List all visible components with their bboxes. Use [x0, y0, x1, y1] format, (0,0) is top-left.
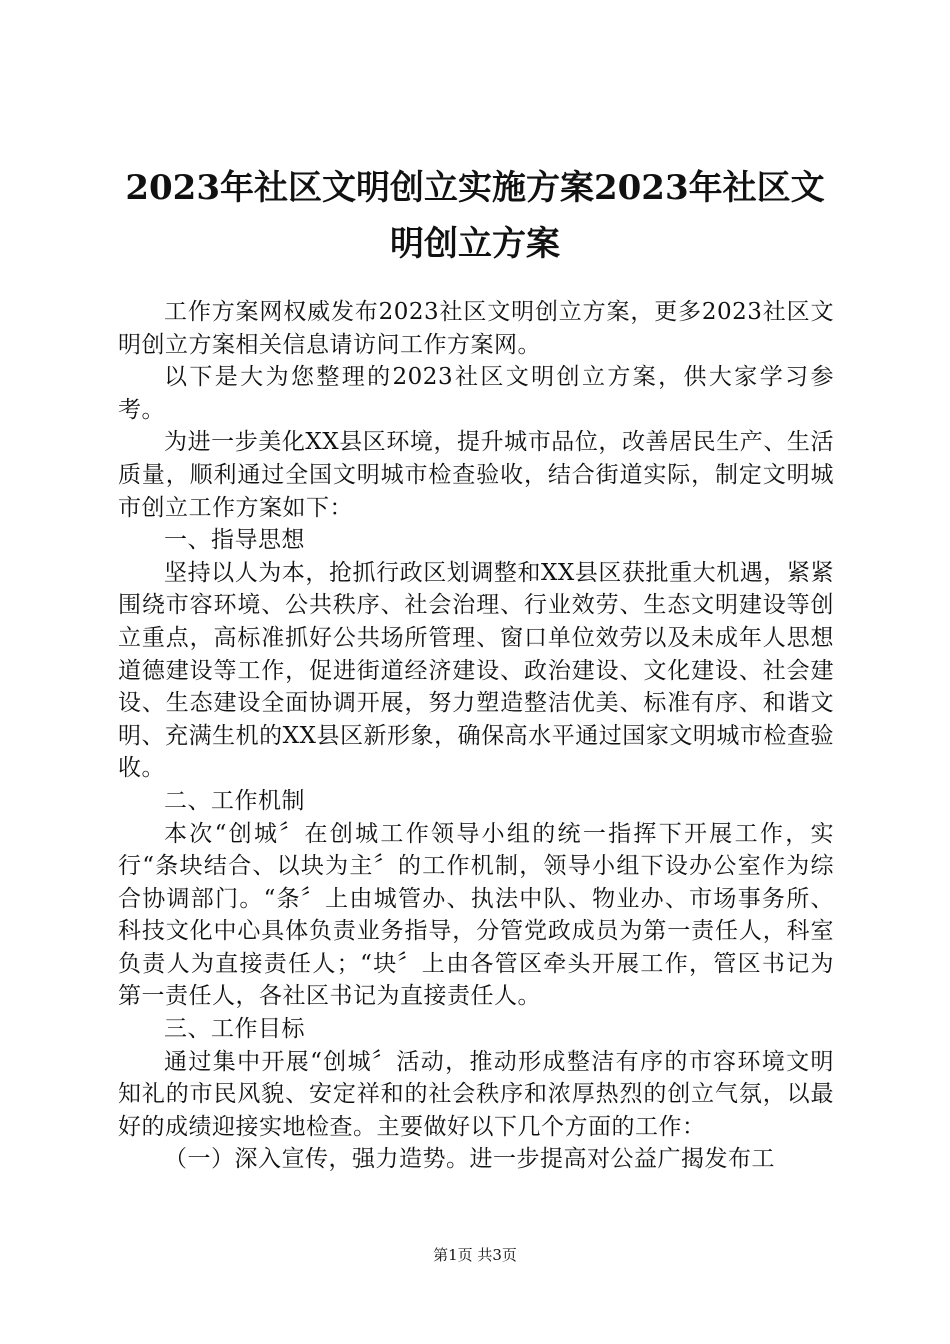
section-heading-guiding-thought: 一、指导思想 [164, 527, 305, 554]
document-title: 2023年社区文明创立实施方案2023年社区文明创立方案 [125, 168, 825, 264]
section-heading-work-mechanism: 二、工作机制 [164, 787, 305, 814]
paragraph-item-one: （一）深入宣传，强力造势。进一步提高对公益广揭发布工 [164, 1146, 775, 1173]
page-number-footer: 第1页 共3页 [433, 1246, 517, 1264]
paragraph-work-goals: 通过集中开展“创城〞活动，推动形成整洁有序的市容环境文明知礼的市民风貌、安定祥和的社会秩序和浓厚热烈的创立气氛，以最好的成绩迎接实地检查。主要做好以下几个方面的工作： [118, 1048, 834, 1140]
paragraph-work-mechanism: 本次“创城〞在创城工作领导小组的统一指挥下开展工作，实行“条块结合、以块为主〞的工作机制，领导小组下设办公室作为综合协调部门。“条〞上由城管办、执法中队、物业办、市场事务所、科技文化中心具体负责业务指导，分管党政成员为第一责任人，科室负责人为直接责任人；“块〞上由各管区牵头开展工作，管区书记为第一责任人，各社区书记为直接责任人。 [118, 820, 834, 1010]
document-body [118, 296, 834, 1176]
paragraph-purpose: 为进一步美化XX县区环境，提升城市品位，改善居民生产、生活质量，顺利通过全国文明城市检查验收，结合街道实际，制定文明城市创立工作方案如下： [118, 429, 834, 521]
paragraph-guiding-thought: 坚持以人为本，抢抓行政区划调整和XX县区获批重大机遇，紧紧围绕市容环境、公共秩序、社会治理、行业效劳、生态文明建设等创立重点，高标准抓好公共场所管理、窗口单位效劳以及未成年人思想道德建设等工作，促进街道经济建设、政治建设、文化建设、社会建设、生态建设全面协调开展，努力塑造整洁优美、标准有序、和谐文明、充满生机的XX县区新形象，确保高水平通过国家文明城市检查验收。 [118, 559, 834, 782]
paragraph-intro: 工作方案网权威发布2023社区文明创立方案，更多2023社区文明创立方案相关信息请访问工作方案网。 [118, 299, 834, 358]
section-heading-work-goals: 三、工作目标 [164, 1016, 305, 1043]
paragraph-note: 以下是大为您整理的2023社区文明创立方案，供大家学习参考。 [118, 364, 834, 423]
